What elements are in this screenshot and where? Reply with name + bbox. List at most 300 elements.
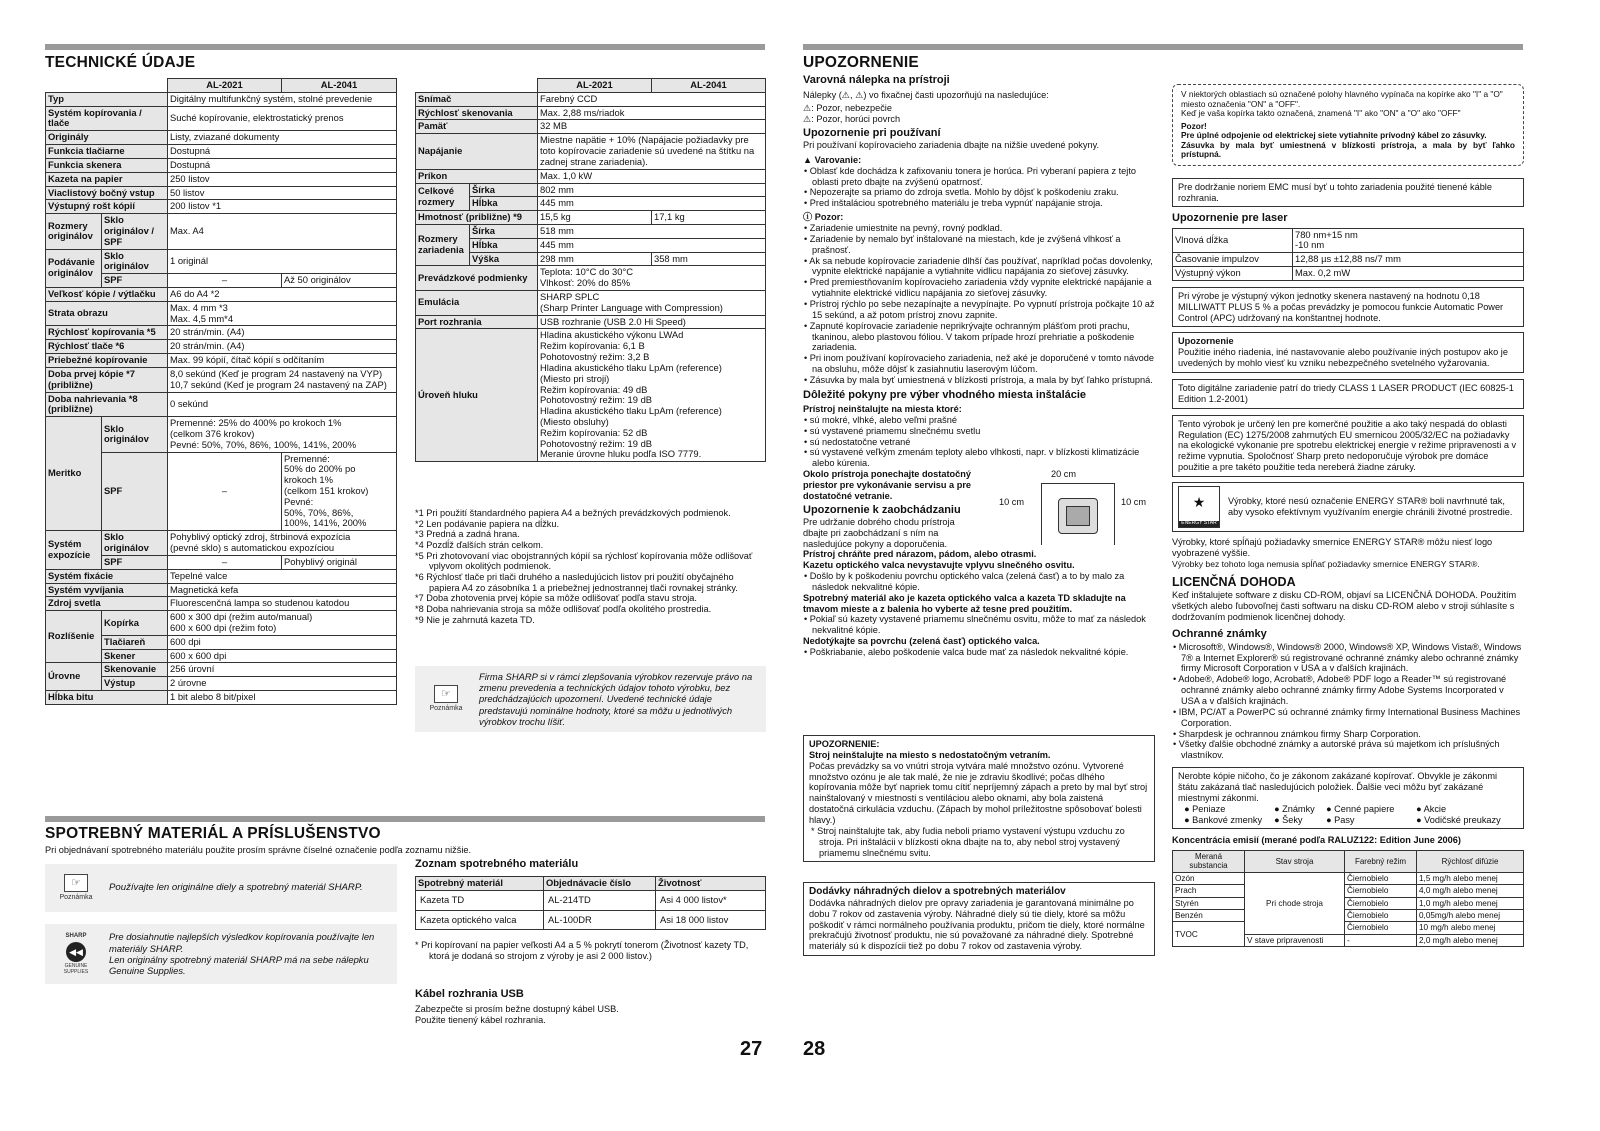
spec-subkey: SPF [102, 555, 168, 569]
table-cell: Benzén [1173, 909, 1245, 921]
table-cell: Časovanie impulzov [1173, 253, 1293, 267]
table-row [1173, 885, 1524, 897]
table-row [46, 569, 397, 583]
table-row [46, 106, 397, 131]
list-item: • Microsoft®, Windows®, Windows® 2000, Windows® XP, Windows Vista®, Windows 7® a Internet Explorer® sú registrované ochranné známky alebo ochranné známky firmy Microsoft Corporation v USA a v ďalších krajinách. [1173, 641, 1522, 674]
spec-key: Systém kopírovania / tlače [46, 106, 168, 131]
list-item: • Zariadenie by nemalo byť inštalované na miestach, kde je zvýšená vlhkosť a prašnosť. [804, 233, 1121, 255]
spec-subkey: Hĺbka [470, 238, 538, 252]
handle-b3: Spotrebný materiál ako je kazeta optického valca a kazeta TD skladujte na tmavom mieste a z balenia ho vyberte až tesne pred použitím. [803, 592, 1126, 614]
table-row [46, 354, 397, 368]
spec-subkey: Sklo originálov [102, 417, 168, 452]
table-row [1173, 909, 1524, 921]
spec-subkey: SPF [102, 274, 168, 288]
spec-subkey: Kopírka [102, 611, 168, 636]
list-item: • sú nedostatočne vetrané [804, 436, 911, 447]
spec-subkey: Hĺbka [470, 197, 538, 211]
table-cell: 4,0 mg/h alebo menej [1417, 885, 1524, 897]
pozor-label: ⓘ Pozor: [803, 212, 844, 223]
spec-value: SHARP SPLC (Sharp Printer Language with Compression) [538, 291, 766, 316]
table-cell: 10 mg/h alebo menej [1417, 922, 1524, 934]
table-cell: Asi 18 000 listov [656, 910, 766, 930]
spec-value: Až 50 originálov [282, 274, 397, 288]
warning-list [803, 166, 1155, 209]
hot-surface-icon: ⚠ [803, 113, 812, 124]
install-title: Dôležité pokyny pre výber vhodného miesta inštalácie [803, 388, 1087, 401]
spec-value: Miestne napätie + 10% (Napájacie požiadavky pre toto kopírovacie zariadenie sú uvedené na štítku na zadnej strane zariadenia). [538, 134, 766, 169]
table-cell: Čiernobielo [1345, 922, 1417, 934]
section-bar [45, 44, 765, 50]
list-note: * Pri kopírovaní na papier veľkosti A4 a 5 % pokrytí tonerom (Životnosť kazety TD, ktorá je dodaná so strojom z výroby je asi 2 000 listov.) [415, 940, 749, 961]
spec-key: Originály [46, 131, 168, 145]
table-cell: Prach [1173, 885, 1245, 897]
spec-key: Zdroj svetla [46, 597, 168, 611]
spec-key: Rýchlosť skenovania [416, 106, 538, 120]
spec-value: Max. 4 mm *3 Max. 4,5 mm*4 [168, 301, 397, 326]
spec-subkey: Sklo originálov [102, 531, 168, 556]
footnote: *5 Pri zhotovovaní viac obojstranných kópií sa rýchlosť kopírovania môže odlišovať vplyvom okolitých podmienok. [415, 550, 753, 572]
table-row [46, 186, 397, 200]
spec-key: Rýchlosť kopírovania *5 [46, 326, 168, 340]
spec-key: Priebežné kopírovanie [46, 354, 168, 368]
list-item: • Pred premiestňovaním kopírovacieho zariadenia vždy vypnite elektrické napájanie a vytiahnite elektrické vidlicu napájania zo sieťovej zásuvky. [804, 277, 1152, 299]
spec-key: Systém vyvíjania [46, 583, 168, 597]
spec-value: Suché kopírovanie, elektrostatický prenos [168, 106, 397, 131]
spec-value: Max. 2,88 ms/riadok [538, 106, 766, 120]
table-row [416, 134, 766, 169]
page-number: 28 [803, 1038, 826, 1060]
note-icon: ☞ Poznámka [425, 685, 467, 713]
supply-intro: Pri objednávaní spotrebného materiálu použite prosím správne číselné označenie podľa zoznamu nižšie. [45, 845, 472, 855]
table-row [416, 169, 766, 183]
spec-key: Doba nahrievania *8 (približne) [46, 392, 168, 417]
section-bar [45, 816, 765, 822]
table-cell: Vlnová dĺžka [1173, 228, 1293, 253]
spec-value: 20 strán/min. (A4) [168, 326, 397, 340]
spec-value: 17,1 kg [652, 211, 766, 225]
spec-value: 20 strán/min. (A4) [168, 340, 397, 354]
table-cell: 12,88 µs ±12,88 ns/7 mm [1293, 253, 1524, 267]
table-cell: Čiernobielo [1345, 897, 1417, 909]
handle-text: Pre udržanie dobrého chodu prístroja dbajte pri zaobchádzaní s ním na nasledujúce pokyny a doporučenia. [803, 516, 955, 549]
left-column [803, 74, 1155, 658]
table-row [416, 315, 766, 329]
tech-title: TECHNICKÉ ÚDAJE [45, 54, 196, 71]
table-cell: Čiernobielo [1345, 885, 1417, 897]
spec-value: A6 do A4 *2 [168, 288, 397, 302]
col-header: AL-2041 [282, 79, 397, 93]
table-row [416, 106, 766, 120]
list-item: ● Akcie [1416, 803, 1447, 814]
spec-value: 32 MB [538, 120, 766, 134]
spec-key: Strata obrazu [46, 301, 168, 326]
spec-value: 600 x 600 dpi [168, 649, 397, 663]
space-text: Okolo prístroja ponechajte dostatočný priestor pre vykonávanie servisu a pre dostatočné vetranie. [803, 469, 972, 501]
table-cell: Čiernobielo [1345, 909, 1417, 921]
list-item: • sú vystavené priamemu slnečnému svetlu [804, 425, 981, 436]
spec-table-2 [415, 78, 766, 462]
spec-value: 50 listov [168, 186, 397, 200]
spec-key: Príkon [416, 169, 538, 183]
spec-value: 600 dpi [168, 635, 397, 649]
use-title: Upozornenie pri používaní [803, 126, 941, 139]
eu-box: Tento výrobok je určený len pre komerčné použitie a ako taký nespadá do oblasti Regulation (EC) 1275/2008 zahrnutých EU smernicou 2005/32/EC na požiadavky na ekologické vykonanie pre spotrebu elektrickej energie v režime pripravenosti a v režime vypnutia. Spoločnosť Sharp preto nedoporučuje výrobok pre domáce použitie a pre takéto použitie teda nereberá žiadne záruky. [1172, 415, 1524, 477]
spec-key: Emulácia [416, 291, 538, 316]
spec-key: Pamäť [416, 120, 538, 134]
list-item: ● Vodičské preukazy [1416, 814, 1501, 825]
energy-text-2: Výrobky bez tohoto loga nemusia spĺňať požiadavky smernice ENERGY STAR®. [1172, 558, 1480, 569]
table-row [46, 200, 397, 214]
spec-subkey: Sklo originálov [102, 249, 168, 274]
spec-value: Digitálny multifunkčný systém, stolné prevedenie [168, 92, 397, 106]
spec-key: Rýchlosť tlače *6 [46, 340, 168, 354]
spec-subkey: Šírka [470, 224, 538, 238]
handle-title: Upozornenie k zaobchádzaniu [803, 503, 961, 516]
list-item: • Adobe®, Adobe® logo, Acrobat®, Adobe® PDF logo a Reader™ sú registrované ochranné známky alebo ochranné známky firmy Adobe Systems Incorporated v USA a v ďalších krajinách. [1173, 674, 1507, 706]
spec-key: Funkcia tlačiarne [46, 145, 168, 159]
spec-value: Tepelné valce [168, 569, 397, 583]
table-row [46, 301, 397, 326]
caution-list [803, 223, 1155, 386]
spec-value: Pohyblivý originál [282, 555, 397, 569]
table-row [1173, 267, 1524, 281]
label-line: ⚠: Pozor, nebezpečie [803, 103, 892, 114]
spec-value: Premenné: 50% do 200% po krokoch 1% (celkom 151 krokov) Pevné: 50%, 70%, 86%, 100%, 141%, 200% [282, 452, 397, 531]
warning-icon: ▲ [803, 154, 813, 165]
column-header: Životnosť [656, 877, 766, 891]
spec-value: 298 mm [538, 252, 652, 266]
table-row [46, 326, 397, 340]
table-row [46, 172, 397, 186]
spec-value: 8,0 sekúnd (Keď je program 24 nastavený na VYP) 10,7 sekúnd (Keď je program 24 nastavený na ZAP) [168, 367, 397, 392]
warning-triangle-icon: ⚠ [803, 103, 812, 114]
table-row [1173, 922, 1524, 934]
list-item: • Oblasť kde dochádza k zafixovaniu tonera je horúca. Pri vyberaní papiera z tejto oblasti preto dbajte na zvýšenú opatrnosť. [804, 165, 1136, 187]
table-row [46, 288, 397, 302]
spec-value: Max. 1,0 kW [538, 169, 766, 183]
usb-title: Kábel rozhrania USB [415, 988, 524, 1000]
list-item: ● Šeky [1274, 814, 1303, 825]
table-row [416, 92, 766, 106]
spec-key: Prevádzkové podmienky [416, 266, 538, 291]
list-item: • Ak sa nebude kopírovacie zariadenie dlhší čas používať, napríklad počas dovolenky, vypnite elektrické napájanie a vytiahnite vidlicu napájania zo sieťovej zásuvky. [804, 255, 1153, 277]
spec-key: Výstupný rošt kópií [46, 200, 168, 214]
footnote: *3 Predná a zadná hrana. [415, 529, 520, 540]
spec-key: Systém fixácie [46, 569, 168, 583]
spec-key: Rozlíšenie [46, 611, 102, 663]
table-cell: Pri chode stroja [1245, 872, 1345, 934]
spec-key: Veľkosť kópie / výtlačku [46, 288, 168, 302]
footnote: *6 Rýchlosť tlače pri tlači druhého a nasledujúcich listov pri použití obyčajného papiera A4 zo zásobníka 1 a priebežnej jednostrannej tlači rovnakej stránky. [415, 572, 738, 593]
spec-value: 518 mm [538, 224, 766, 238]
spec-key: Funkcia skenera [46, 158, 168, 172]
dim-top: 20 cm [1051, 469, 1077, 480]
table-row [416, 266, 766, 291]
spec-value: Premenné: 25% do 400% po krokoch 1% (celkom 376 krokov) Pevné: 50%, 70%, 86%, 100%, 141%, 200% [168, 417, 397, 452]
spec-value: 358 mm [652, 252, 766, 266]
energy-star-logo: ★ ENERGY STAR [1178, 486, 1220, 528]
column-header: Rýchlosť difúzie [1417, 851, 1524, 872]
spec-value: Max. 99 kópií, čítač kópií s odčítaním [168, 354, 397, 368]
install-sub: Prístroj neinštalujte na miesta ktoré: [803, 404, 962, 415]
table-cell: 0,05mg/h alebo menej [1417, 909, 1524, 921]
clearance-diagram [1041, 483, 1115, 545]
spec-key: Napájanie [416, 134, 538, 169]
spec-key: Úroveň hluku [416, 329, 538, 462]
table-cell: Kazeta TD [416, 890, 544, 910]
table-row [46, 92, 397, 106]
table-row [46, 158, 397, 172]
list-item: ● Bankové zmenky [1184, 814, 1263, 825]
table-cell: 1,0 mg/h alebo menej [1417, 897, 1524, 909]
footnote: *7 Doba zhotovenia prvej kópie sa môže odlišovať podľa stavu stroja. [415, 593, 697, 604]
column-header: Farebný režim [1345, 851, 1417, 872]
emc-box: Pre dodržanie noriem EMC musí byť u tohto zariadenia použité tienené káble rozhrania. [1172, 178, 1524, 208]
table-row [46, 145, 397, 159]
spec-key: Typ [46, 92, 168, 106]
power-switch-box: V niektorých oblastiach sú označené polohy hlavného vypínača na kopírke ako "I" a "O" miesto označenia "ON" a "OFF". Keď je vaša kopírka takto označená, znamená "I" ako "ON" a "O" ako "OFF" Pozor! Pre úplné odpojenie od elektrickej siete vytiahnite prívodný kábel zo zásuvky. Zásuvka by mala byť umiestnená v blízkosti prístroja, a mala by byť ľahko prístupná. [1172, 84, 1524, 166]
table-cell: Čiernobielo [1345, 872, 1417, 884]
list-item: ● Pasy [1326, 814, 1355, 825]
caution-icon: ⓘ [803, 212, 813, 223]
spec-value: 600 x 300 dpi (režim auto/manual) 600 x 600 dpi (režim foto) [168, 611, 397, 636]
copy-box: Nerobte kópie ničoho, čo je zákonom zakázané kopírovať. Obvykle je zákonmi štátu zakázaná tlač nasledujúcich položiek. Ďalšie veci môžu byť zakázané miestnymi zákonmi. ● Peniaze ● Známky ● Cenné papiere ● Akcie ● Bankové zmenky ● Šeky ● Pasy ● Vodičské preukazy [1172, 767, 1524, 829]
spec-key: Port rozhrania [416, 315, 538, 329]
spec-value: 15,5 kg [538, 211, 652, 225]
trademark-list [1172, 642, 1524, 761]
column-header: Meraná substancia [1173, 851, 1245, 872]
table-row [46, 597, 397, 611]
spec-value: 802 mm [538, 183, 766, 197]
spec-key: Hĺbka bitu [46, 691, 168, 705]
spec-value: Dostupná [168, 158, 397, 172]
list-item: • Zapnuté kopírovacie zariadenie neprikrývajte ochranným plášťom proti prachu, tkaninou, alebo plastovou fóliou. V takom prípade hrozí prehriatie a poškodenie zariadenia. [804, 320, 1135, 353]
label-title: Varovná nálepka na prístroji [803, 74, 950, 86]
footnotes [415, 508, 765, 625]
table-cell: Asi 4 000 listov* [656, 890, 766, 910]
spec-value: 1 originál [168, 249, 397, 274]
table-row [416, 329, 766, 462]
spec-value: – [168, 274, 282, 288]
right-column [1172, 84, 1524, 947]
emission-title: Koncentrácia emisií (merané podľa RALUZ122: Edition June 2006) [1172, 835, 1461, 846]
spec-value: Magnetická kefa [168, 583, 397, 597]
handle-i3: • Poškriabanie, alebo poškodenie valca bude mať za následok nekvalitné kópie. [804, 646, 1129, 657]
table-cell: - [1345, 934, 1417, 946]
column-header: Objednávacie číslo [544, 877, 656, 891]
list-item: ● Známky [1274, 803, 1315, 814]
table-row [46, 583, 397, 597]
table-cell: V stave pripravenosti [1245, 934, 1345, 946]
list-item: • Nepozerajte sa priamo do zdroja svetla. Mohlo by dôjsť k poškodeniu zraku. [804, 187, 1119, 198]
supply-table [415, 876, 766, 930]
footnote: *2 Len podávanie papiera na dĺžku. [415, 518, 560, 529]
spec-value: Pohyblivý optický zdroj, štrbinová expozícia (pevné sklo) s automatickou expozíciou [168, 531, 397, 556]
license-text: Keď inštalujete software z disku CD-ROM, objaví sa LICENČNÁ DOHODA. Použitím všetkých alebo ľubovoľnej časti softwaru na disku CD-ROM alebo v stroji súhlasíte s dodržovaním podmienok licenčnej dohody. [1172, 589, 1517, 622]
dim-right: 10 cm [1121, 497, 1147, 508]
spec-value: 1 bit alebo 8 bit/pixel [168, 691, 397, 705]
note-text: Firma SHARP si v rámci zlepšovania výrobkov rezervuje právo na zmenu prevedenia a technických údajov tohoto výrobku, bez predchádzajúcich upozornení. Uvedené technické údaje predstavujú nominálne hodnoty, ktoré sa môžu u jednotlivých výrobkov trochu líšiť. [479, 670, 753, 727]
table-cell: Výstupný výkon [1173, 267, 1293, 281]
handle-i2: • Pokiaľ sú kazety vystavené priamemu slnečnému osvitu, môže to mať za následok nekvalitné kópie. [804, 614, 1146, 636]
page-number: 27 [740, 1038, 763, 1060]
spec-value: Listy, zviazané dokumenty [168, 131, 397, 145]
footnote: *8 Doba nahrievania stroja sa môže odlišovať podľa okolitého prostredia. [415, 604, 712, 615]
use-intro: Pri používaní kopírovacieho zariadenia dbajte na nižšie uvedené pokyny. [803, 139, 1100, 150]
list-item: ● Cenné papiere [1326, 803, 1395, 814]
spec-subkey: Sklo originálov / SPF [102, 214, 168, 249]
supply-note-text: Pre dosiahnutie najlepších výsledkov kopírovania používajte len materiály SHARP. Len originálny spotrebný materiál SHARP má na sebe nálepku Genuine Supplies. [109, 931, 375, 977]
supply-note-2 [45, 924, 397, 984]
spec-value: 445 mm [538, 197, 766, 211]
table-row [416, 890, 766, 910]
list-item: • Prístroj rýchlo po sebe nezapínajte a nevypínajte. Po vypnutí prístroja počkajte 10 až 15 sekúnd, a až potom prístroj znovu zapnite. [804, 298, 1155, 320]
table-cell: TVOC [1173, 922, 1245, 947]
emission-table [1172, 850, 1524, 947]
col-header: AL-2021 [538, 79, 652, 93]
spec-value: 256 úrovní [168, 663, 397, 677]
table-cell: AL-100DR [544, 910, 656, 930]
spec-key: Hmotnosť (približne) *9 [416, 211, 538, 225]
table-row [1173, 228, 1524, 253]
spec-value: – [168, 555, 282, 569]
table-cell: Max. 0,2 mW [1293, 267, 1524, 281]
spec-subkey: Výška [470, 252, 538, 266]
table-cell: 2,0 mg/h alebo menej [1417, 934, 1524, 946]
spec-subkey: Skenovanie [102, 663, 168, 677]
spec-key: Viaclistový bočný vstup [46, 186, 168, 200]
spec-subkey: Skener [102, 649, 168, 663]
table-cell: Ozón [1173, 872, 1245, 884]
list-item: • Zásuvka by mala byť umiestnená v blízkosti prístroja, a mala by byť ľahko prístupná. [804, 375, 1153, 385]
space-block [803, 469, 1155, 549]
table-row [46, 367, 397, 392]
spec-key: Celkové rozmery [416, 183, 470, 211]
install-list [803, 415, 1155, 469]
spec-value: Max. A4 [168, 214, 397, 249]
spec-value: Dostupná [168, 145, 397, 159]
spec-key: Kazeta na papier [46, 172, 168, 186]
col-header: AL-2021 [168, 79, 282, 93]
label-line: ⚠: Pozor, horúci povrch [803, 113, 901, 124]
table-cell: 780 nm+15 nm -10 nm [1293, 228, 1524, 253]
list-item: • sú mokré, vlhké, alebo veľmi prašné [804, 414, 957, 425]
note-box [415, 666, 766, 732]
list-item: • Sharpdesk je ochrannou známkou firmy Sharp Corporation. [1173, 728, 1421, 739]
list-item: • Všetky ďalšie obchodné známky a autorské práva sú majetkom ich príslušných vlastníkov. [1173, 739, 1500, 761]
table-row [46, 392, 397, 417]
spec-value: 0 sekúnd [168, 392, 397, 417]
spec-subkey: Výstup [102, 677, 168, 691]
list-title: Zoznam spotrebného materiálu [415, 858, 579, 870]
spec-key: Podávanie originálov [46, 249, 102, 287]
spec-value: Hladina akustického výkonu LWAd Režim kopírovania: 6,1 B Pohotovostný režim: 3,2 B Hladina akustického tlaku LpAm (reference) (Miesto pri stroji) Režim kopírovania: 49 dB Pohotovostný režim: 19 dB Hladina akustického tlaku LpAm (reference) (Miesto obsluhy) Režim kopírovania: 52 dB Pohotovostný režim: 19 dB Meranie úrovne hluku podľa ISO 7779. [538, 329, 766, 462]
spec-subkey: Šírka [470, 183, 538, 197]
spec-key: Snímač [416, 92, 538, 106]
supply-note-text: Používajte len originálne diely a spotrebný materiál SHARP. [109, 882, 363, 894]
license-title: LICENČNÁ DOHODA [1172, 574, 1296, 589]
table-row [416, 910, 766, 930]
note-icon: ☞ Poznámka [55, 874, 97, 902]
usb-text: Zabezpečte si prosím bežne dostupný kábel USB. Použite tienený kábel rozhrania. [415, 1004, 619, 1025]
laser-box-2: Upozornenie Použitie iného riadenia, iné nastavovanie alebo používanie iných postupov ako je uvedených by mohlo viesť ku vzniku nebezpečného svetelného vyžarovania. [1172, 332, 1524, 373]
table-cell: 1,5 mg/h alebo menej [1417, 872, 1524, 884]
spec-value: USB rozhranie (USB 2.0 Hi Speed) [538, 315, 766, 329]
spec-key: Rozmery originálov [46, 214, 102, 249]
class-box: Toto digitálne zariadenie patrí do triedy CLASS 1 LASER PRODUCT (IEC 60825-1 Edition 1.2-2001) [1172, 379, 1524, 409]
energy-text-1: Výrobky, ktoré spĺňajú požiadavky smernice ENERGY STAR® môžu niesť logo vyobrazené vyššie. [1172, 537, 1493, 558]
section-bar [803, 44, 1523, 50]
list-item: • IBM, PC/AT a PowerPC sú ochranné známky firmy International Business Machines Corporation. [1173, 706, 1521, 728]
laser-title: Upozornenie pre laser [1172, 212, 1288, 225]
spec-key: Meritko [46, 417, 102, 531]
table-cell: Kazeta optického valca [416, 910, 544, 930]
spec-value: 445 mm [538, 238, 766, 252]
handle-b2: Kazetu optického valca nevystavujte vplyvu slnečného osvitu. [803, 560, 1075, 571]
list-item: • Zariadenie umiestnite na pevný, rovný podklad. [804, 222, 1003, 233]
spec-key: Systém expozície [46, 531, 102, 569]
table-row [46, 131, 397, 145]
spare-parts-box: Dodávky náhradných dielov a spotrebných materiálov Dodávka náhradných dielov pre opravy zariadenia je garantovaná minimálne po dobu 7 rokov od zastavenia výroby. Náhradné diely sú tie diely, ktoré sa môžu poškodiť v rámci normálneho používania produktu, pričom tie diely, ktoré normálne prekračujú životnosť produktu, nie sú považované za náhradné diely. Spotrebné materiály sú k dispozícii tiež po dobu 7 rokov od zastavenia výroby. [803, 882, 1155, 956]
genuine-supplies-logo: SHARP ◀◀ GENUINE SUPPLIES [63, 933, 89, 975]
spec-subkey: SPF [102, 452, 168, 531]
table-row [416, 120, 766, 134]
spec-value: – [168, 452, 282, 531]
list-item: • Pred inštaláciou spotrebného materiálu je treba vypnúť napájanie stroja. [804, 198, 1103, 209]
laser-table [1172, 228, 1524, 281]
footnote: *4 Pozdĺž ďalších strán celkom. [415, 540, 544, 551]
table-row [1173, 872, 1524, 884]
spec-value: 200 listov *1 [168, 200, 397, 214]
spec-key: Úrovne [46, 663, 102, 691]
laser-box-1: Pri výrobe je výstupný výkon jednotky skenera nastavený na hodnotu 0,18 MILLIWATT PLUS 5 % a počas prevádzky je pomocou funkcie Automatic Power Control (APC) udržovaný na konštantnej hodnote. [1172, 287, 1524, 328]
table-row [416, 291, 766, 316]
varovanie-label: ▲ Varovanie: [803, 154, 862, 165]
warn-title: UPOZORNENIE [803, 54, 919, 71]
table-row [1173, 897, 1524, 909]
list-item: • sú vystavené veľkým zmenám teploty alebo vlhkosti, napr. v blízkosti klimatizácie alebo kúrenia. [804, 447, 1140, 469]
handle-b4: Nedotýkajte sa povrchu (zelená časť) optického valca. [803, 636, 1040, 647]
footnote: *1 Pri použití štandardného papiera A4 a bežných prevádzkových podmienok. [415, 508, 731, 518]
spec-value: 2 úrovne [168, 677, 397, 691]
trademark-title: Ochranné známky [1172, 628, 1267, 641]
handle-b1: Prístroj chráňte pred nárazom, pádom, alebo otrasmi. [803, 549, 1037, 560]
table-row [1173, 253, 1524, 267]
list-item: ● Peniaze [1184, 803, 1226, 814]
handle-i1: • Došlo by k poškodeniu povrchu optického valca (zelená časť) a to by malo za následok nekvalitné kópie. [804, 570, 1125, 592]
spec-key: Rozmery zariadenia [416, 224, 470, 265]
spec-value: Teplota: 10°C do 30°C Vlhkosť: 20% do 85% [538, 266, 766, 291]
col-header: AL-2041 [652, 79, 766, 93]
column-header: Stav stroja [1245, 851, 1345, 872]
ozone-warning-box: UPOZORNENIE: Stroj neinštalujte na miesto s nedostatočným vetraním. Počas prevádzky sa vo vnútri stroja vytvára malé množstvo ozónu. Vytvorené množstvo ozónu je ale tak malé, že nie je zdraviu škodlivé; počas dlhého kopírovania môže byť napriek tomu cítiť nepríjemný zápach a preto by mal byť stroj nainštalovaný v miestnosti s ventiláciou alebo oknami, aby bola zaistená dostatočná cirkulácia vzduchu. (Zápach by mohol príležitostne spôsobovať bolesti hlavy.) * Stroj nainštalujte tak, aby ľudia neboli priamo vystavení výstupu vzduchu zo stroja. Pri inštalácii v blízkosti okna dbajte na to, aby nebol stroj vystavený priamemu slnečnému svitu. [803, 735, 1155, 862]
table-cell: Styrén [1173, 897, 1245, 909]
energy-box: ★ ENERGY STAR Výrobky, ktoré nesú označenie ENERGY STAR® boli navrhnuté tak, aby vysoko efektívnym využívaním energie chránili životné prostredie. [1172, 482, 1524, 532]
table-cell: AL-214TD [544, 890, 656, 910]
spec-value: Fluorescenčná lampa so studenou katodou [168, 597, 397, 611]
spec-key: Doba prvej kópie *7 (približne) [46, 367, 168, 392]
spec-value: Farebný CCD [538, 92, 766, 106]
spec-value: 250 listov [168, 172, 397, 186]
table-row [46, 340, 397, 354]
spec-subkey: Tlačiareň [102, 635, 168, 649]
dim-left: 10 cm [999, 497, 1025, 508]
supply-title: SPOTREBNÝ MATERIÁL A PRÍSLUŠENSTVO [45, 825, 381, 842]
list-item: • Pri inom používaní kopírovacieho zariadenia, než aké je doporučené v tomto návode na obsluhu, môže dôjsť k zasiahnutiu laserovým lúčom. [804, 353, 1154, 375]
supply-note-1 [45, 864, 397, 912]
spec-table-1 [45, 78, 397, 705]
label-text: Nálepky (⚠, ⚠) vo fixačnej časti upozorňujú na nasledujúce: [803, 90, 1049, 101]
